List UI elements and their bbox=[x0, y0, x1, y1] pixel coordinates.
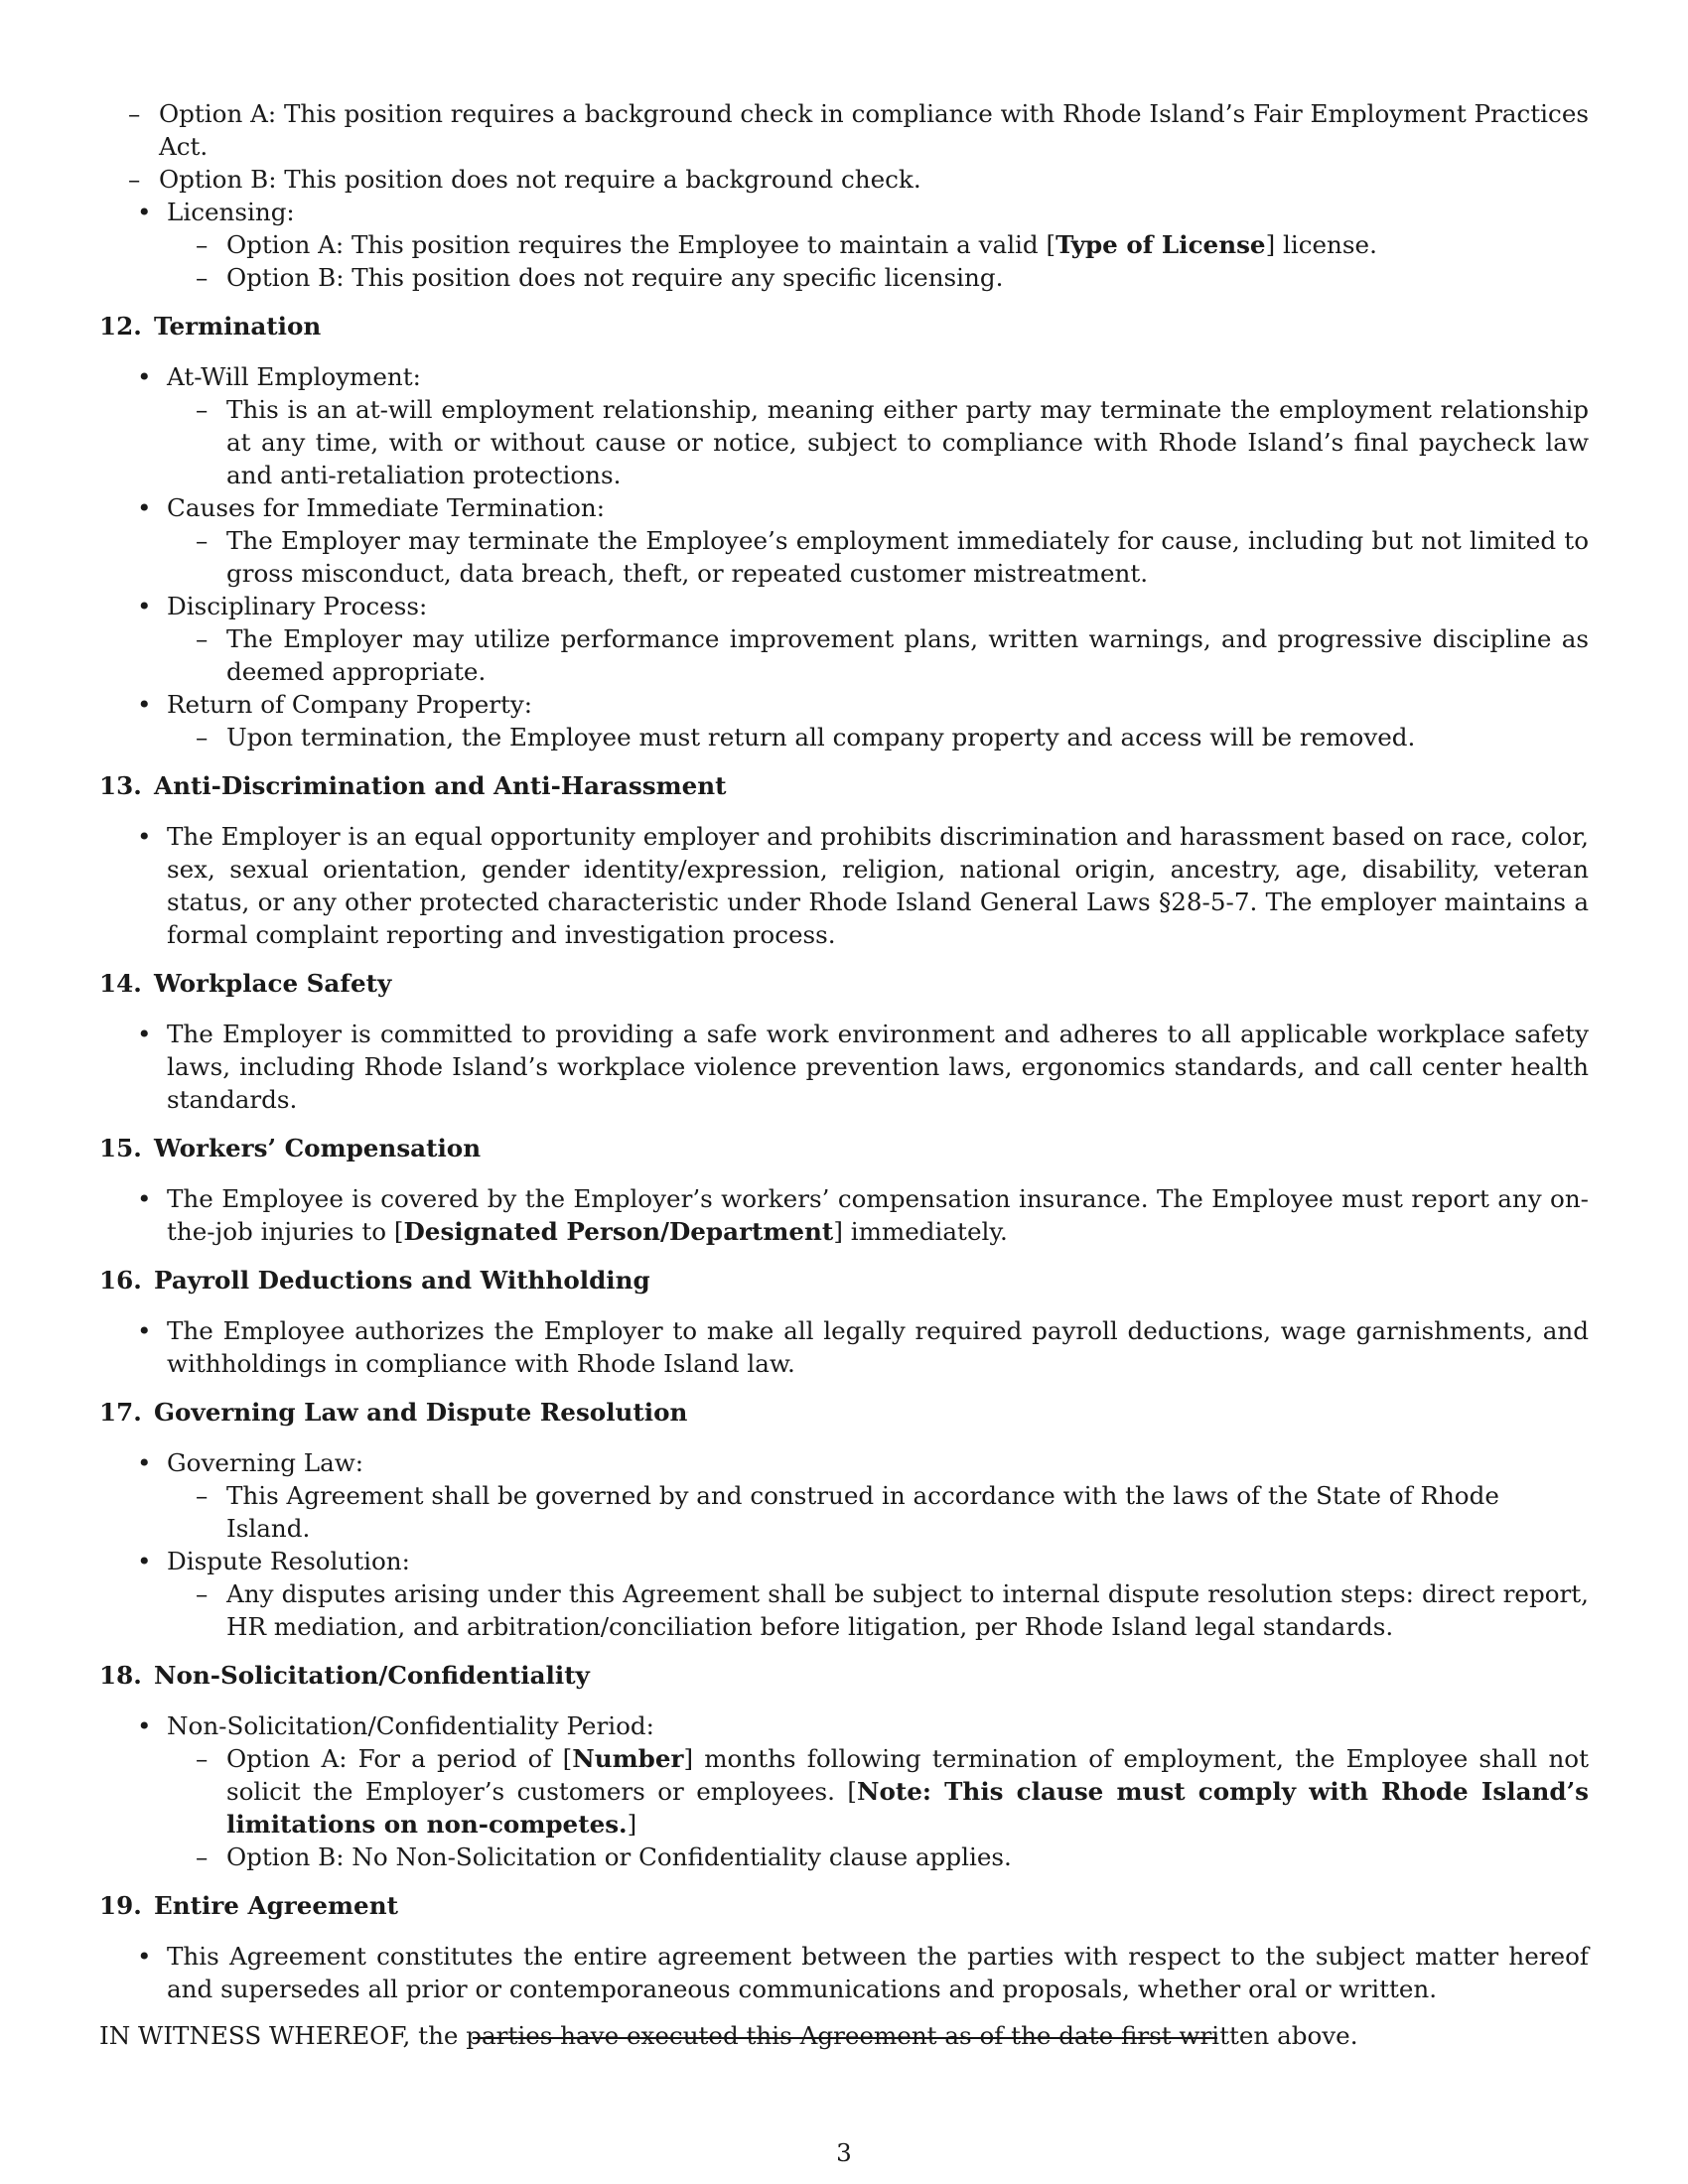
sub-item: – This is an at-will employment relationship, meaning either party may terminate the employment relationship at any time, with or without cause or notice, subject to compliance with Rhode Island’s final paycheck law and anti-retaliation protections. bbox=[167, 393, 1589, 491]
section-heading bbox=[99, 1659, 1589, 1692]
section-title: Workers’ Compensation bbox=[154, 1134, 482, 1162]
background-option-a: – Option A: This position requires a background check in compliance with Rhode Island’s Fair Employment Practices Act. bbox=[99, 97, 1589, 163]
text: ] license. bbox=[1265, 230, 1377, 259]
list-item bbox=[99, 360, 1589, 491]
section-number: 15. bbox=[99, 1134, 142, 1162]
payroll-list bbox=[99, 1314, 1589, 1380]
workers-comp-list bbox=[99, 1182, 1589, 1248]
section-number: 18. bbox=[99, 1661, 142, 1690]
section-heading bbox=[99, 1396, 1589, 1429]
section-title: Workplace Safety bbox=[154, 969, 392, 998]
sub-list bbox=[99, 1479, 1589, 1545]
sub-list bbox=[99, 622, 1589, 688]
section-heading bbox=[99, 1132, 1589, 1164]
item-label: Return of Company Property: bbox=[167, 690, 533, 719]
section-number: 12. bbox=[99, 312, 142, 341]
section-heading bbox=[99, 1264, 1589, 1297]
licensing-label: Licensing: bbox=[167, 198, 295, 226]
list-item: • The Employer is committed to providing a safe work environment and adheres to all applicable workplace safety laws, including Rhode Island’s workplace violence prevention laws, ergonomics standards, and call center health standards. bbox=[99, 1018, 1589, 1116]
sub-list bbox=[99, 393, 1589, 491]
non-solicitation-option-b: – Option B: No Non-Solicitation or Confidentiality clause applies. bbox=[167, 1841, 1589, 1873]
list-item bbox=[99, 688, 1589, 753]
note-text: Note: This clause must comply with Rhode Island’s limitations on non-competes. bbox=[226, 1777, 1589, 1839]
section-number: 17. bbox=[99, 1398, 142, 1427]
section-number: 16. bbox=[99, 1266, 142, 1295]
list-item bbox=[99, 491, 1589, 590]
signature-line bbox=[473, 2037, 1217, 2039]
text: ] bbox=[627, 1810, 637, 1839]
sub-list bbox=[99, 721, 1589, 753]
list-item: • The Employer is an equal opportunity employer and prohibits discrimination and harassment based on race, color, sex, sexual orientation, gender identity/expression, religion, national origin, ancestry, age, disability, veteran status, or any other protected characteristic under Rhode Island General Laws §28-5-7. The employer maintains a formal complaint reporting and investigation process. bbox=[99, 820, 1589, 951]
sub-list bbox=[99, 524, 1589, 590]
list-item bbox=[99, 196, 1589, 294]
sub-item: – Any disputes arising under this Agreement shall be subject to internal dispute resolution steps: direct report, HR mediation, and arbitration/conciliation before litigation, per Rhode Island legal standards. bbox=[167, 1577, 1589, 1643]
background-option-b: – Option B: This position does not require a background check. bbox=[99, 163, 1589, 196]
list-item bbox=[99, 1709, 1589, 1873]
section-number: 13. bbox=[99, 771, 142, 800]
text: ] immediately. bbox=[833, 1217, 1008, 1246]
item-label: At-Will Employment: bbox=[167, 362, 421, 391]
anti-discrimination-list bbox=[99, 820, 1589, 951]
section-title: Termination bbox=[154, 312, 322, 341]
sub-item: – This Agreement shall be governed by and construed in accordance with the laws of the State of Rhode Island. bbox=[167, 1479, 1589, 1545]
workplace-safety-list bbox=[99, 1018, 1589, 1116]
non-solicitation-list bbox=[99, 1709, 1589, 1873]
licensing-options bbox=[99, 228, 1589, 294]
placeholder-field: Designated Person/Department bbox=[403, 1217, 834, 1246]
section-title: Governing Law and Dispute Resolution bbox=[154, 1398, 688, 1427]
placeholder-field: Number bbox=[572, 1744, 684, 1773]
section-heading bbox=[99, 310, 1589, 342]
section-title: Entire Agreement bbox=[154, 1891, 398, 1920]
background-check-options bbox=[99, 97, 1589, 196]
item-label: Causes for Immediate Termination: bbox=[167, 493, 606, 522]
witness-statement: IN WITNESS WHEREOF, the parties have executed this Agreement as of the date first written above. bbox=[99, 2021, 1358, 2050]
placeholder-field: Type of License bbox=[1055, 230, 1266, 259]
termination-list bbox=[99, 360, 1589, 753]
sub-list bbox=[99, 1742, 1589, 1873]
section-number: 19. bbox=[99, 1891, 142, 1920]
item-label: Dispute Resolution: bbox=[167, 1547, 410, 1575]
document-body bbox=[99, 97, 1589, 2052]
list-item bbox=[99, 590, 1589, 688]
list-item bbox=[99, 1446, 1589, 1545]
section-title: Payroll Deductions and Withholding bbox=[154, 1266, 650, 1295]
sub-list bbox=[99, 1577, 1589, 1643]
section-heading bbox=[99, 769, 1589, 802]
licensing-option-b: – Option B: This position does not require any specific licensing. bbox=[167, 261, 1589, 294]
text: ] months following termination of employment, the Employee shall not solicit the Employer’s customers or employees. [ bbox=[226, 1744, 1589, 1806]
text: Option A: For a period of [ bbox=[226, 1744, 573, 1773]
sub-item: – The Employer may utilize performance improvement plans, written warnings, and progressive discipline as deemed appropriate. bbox=[167, 622, 1589, 688]
text: The Employee is covered by the Employer’s workers’ compensation insurance. The Employee must report any on-the-job injuries to [ bbox=[167, 1184, 1589, 1246]
item-label: Non-Solicitation/Confidentiality Period: bbox=[167, 1711, 654, 1740]
licensing-list bbox=[99, 196, 1589, 294]
item-label: Disciplinary Process: bbox=[167, 592, 428, 620]
sub-item: – The Employer may terminate the Employee’s employment immediately for cause, including but not limited to gross misconduct, data breach, theft, or repeated customer mistreatment. bbox=[167, 524, 1589, 590]
section-heading bbox=[99, 967, 1589, 1000]
licensing-option-a bbox=[167, 228, 1589, 261]
list-item bbox=[99, 1545, 1589, 1643]
governing-law-list bbox=[99, 1446, 1589, 1643]
list-item bbox=[99, 1182, 1589, 1248]
section-title: Non-Solicitation/Confidentiality bbox=[154, 1661, 590, 1690]
item-label: Governing Law: bbox=[167, 1448, 364, 1477]
text: Option A: This position requires the Employee to maintain a valid [ bbox=[226, 230, 1056, 259]
list-item: • This Agreement constitutes the entire agreement between the parties with respect to the subject matter hereof and supersedes all prior or contemporaneous communications and proposals, whether oral or written. bbox=[99, 1940, 1589, 2005]
section-number: 14. bbox=[99, 969, 142, 998]
section-title: Anti-Discrimination and Anti-Harassment bbox=[154, 771, 727, 800]
entire-agreement-list bbox=[99, 1940, 1589, 2005]
non-solicitation-option-a bbox=[167, 1742, 1589, 1841]
list-item: • The Employee authorizes the Employer to make all legally required payroll deductions, wage garnishments, and withholdings in compliance with Rhode Island law. bbox=[99, 1314, 1589, 1380]
sub-item: – Upon termination, the Employee must return all company property and access will be removed. bbox=[167, 721, 1589, 753]
section-heading bbox=[99, 1889, 1589, 1922]
page-number: 3 bbox=[836, 2138, 852, 2167]
